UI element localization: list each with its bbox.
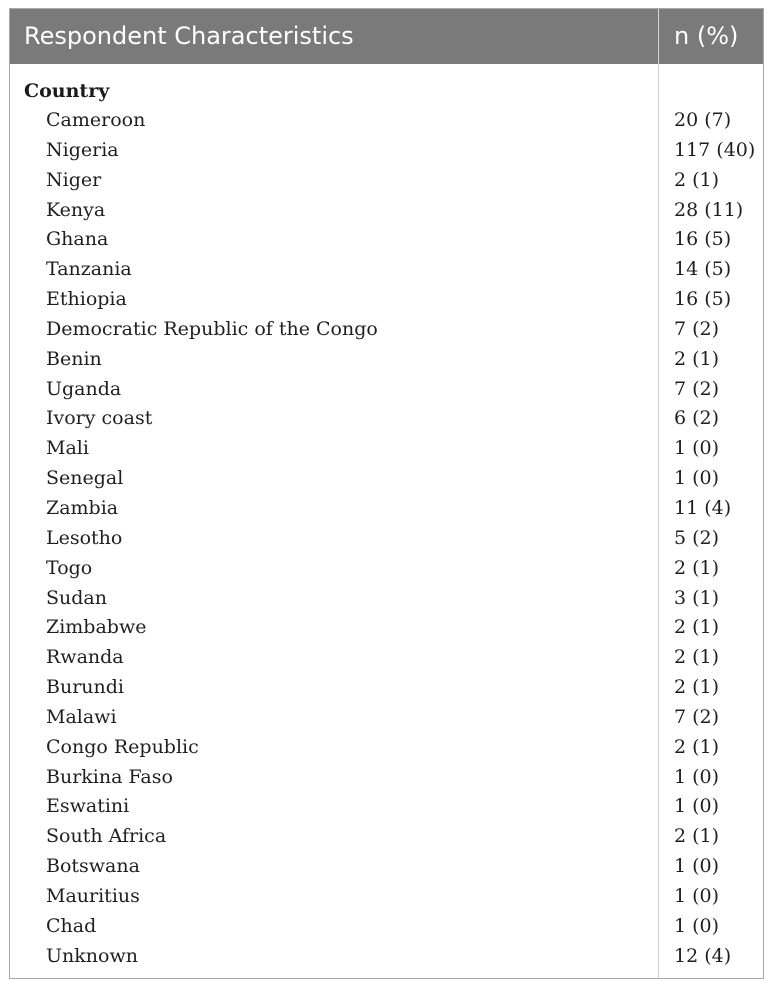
n-percent-cell: 16 (5) xyxy=(674,288,732,311)
country-cell: Senegal xyxy=(46,467,124,490)
n-percent-cell: 1 (0) xyxy=(674,437,720,460)
country-cell: Uganda xyxy=(46,377,122,400)
table-row xyxy=(10,345,763,375)
n-percent-cell: 2 (1) xyxy=(674,735,720,758)
table-row xyxy=(10,404,763,434)
n-percent-cell: 2 (1) xyxy=(674,347,720,370)
n-percent-cell: 28 (11) xyxy=(674,198,744,221)
group-title-country: Country xyxy=(24,80,110,102)
n-percent-cell: 11 (4) xyxy=(674,496,732,519)
table-row xyxy=(10,315,763,345)
table-row xyxy=(10,166,763,196)
n-percent-cell: 2 (1) xyxy=(674,646,720,669)
table-row xyxy=(10,464,763,494)
n-percent-cell: 117 (40) xyxy=(674,138,756,161)
n-percent-cell: 3 (1) xyxy=(674,586,720,609)
country-cell: Mauritius xyxy=(46,884,140,907)
table-row xyxy=(10,225,763,255)
country-cell: Botswana xyxy=(46,855,140,878)
country-cell: Zambia xyxy=(46,496,119,519)
country-cell: Ghana xyxy=(46,228,109,251)
country-cell: Unknown xyxy=(46,944,138,967)
country-cell: Mali xyxy=(46,437,89,460)
table-row xyxy=(10,792,763,822)
header-column-divider xyxy=(658,9,659,64)
country-cell: Kenya xyxy=(46,198,106,221)
country-cell: Rwanda xyxy=(46,646,124,669)
country-cell: Congo Republic xyxy=(46,735,199,758)
n-percent-cell: 2 (1) xyxy=(674,676,720,699)
country-cell: Nigeria xyxy=(46,138,119,161)
table-row xyxy=(10,285,763,315)
n-percent-cell: 7 (2) xyxy=(674,317,720,340)
n-percent-cell: 12 (4) xyxy=(674,944,732,967)
country-cell: Ivory coast xyxy=(46,407,153,430)
country-cell: Zimbabwe xyxy=(46,616,147,639)
table-row xyxy=(10,434,763,464)
country-cell: Democratic Republic of the Congo xyxy=(46,317,378,340)
respondent-table xyxy=(9,8,764,979)
table-row xyxy=(10,733,763,763)
header-n-percent: n (%) xyxy=(674,22,739,50)
table-row xyxy=(10,613,763,643)
n-percent-cell: 7 (2) xyxy=(674,705,720,728)
n-percent-cell: 2 (1) xyxy=(674,616,720,639)
table-row xyxy=(10,822,763,852)
n-percent-cell: 1 (0) xyxy=(674,467,720,490)
country-cell: Burkina Faso xyxy=(46,765,173,788)
n-percent-cell: 7 (2) xyxy=(674,377,720,400)
table-row xyxy=(10,375,763,405)
table-row xyxy=(10,912,763,942)
table-row xyxy=(10,554,763,584)
table-row xyxy=(10,584,763,614)
n-percent-cell: 2 (1) xyxy=(674,168,720,191)
n-percent-cell: 14 (5) xyxy=(674,258,732,281)
n-percent-cell: 5 (2) xyxy=(674,526,720,549)
country-cell: Niger xyxy=(46,168,102,191)
table-row xyxy=(10,882,763,912)
country-cell: Benin xyxy=(46,347,102,370)
country-cell: Ethiopia xyxy=(46,288,127,311)
table-row xyxy=(10,763,763,793)
table-row xyxy=(10,703,763,733)
country-cell: Cameroon xyxy=(46,109,146,131)
header-respondent-characteristics: Respondent Characteristics xyxy=(24,22,354,50)
n-percent-cell: 16 (5) xyxy=(674,228,732,251)
table-header xyxy=(10,9,763,64)
n-percent-cell: 1 (0) xyxy=(674,855,720,878)
country-cell: Malawi xyxy=(46,705,117,728)
n-percent-cell: 20 (7) xyxy=(674,109,732,131)
table-row xyxy=(10,852,763,882)
table-row xyxy=(10,255,763,285)
table-row xyxy=(10,136,763,166)
table-row xyxy=(10,643,763,673)
n-percent-cell: 1 (0) xyxy=(674,765,720,788)
country-cell: Chad xyxy=(46,914,97,937)
n-percent-cell: 2 (1) xyxy=(674,825,720,848)
country-cell: South Africa xyxy=(46,825,167,848)
n-percent-cell: 1 (0) xyxy=(674,914,720,937)
country-cell: Burundi xyxy=(46,676,124,699)
country-cell: Tanzania xyxy=(46,258,132,281)
table-row xyxy=(10,106,763,136)
country-cell: Togo xyxy=(46,556,93,579)
table-row xyxy=(10,196,763,226)
country-cell: Lesotho xyxy=(46,526,123,549)
table-row xyxy=(10,494,763,524)
table-row xyxy=(10,673,763,703)
n-percent-cell: 2 (1) xyxy=(674,556,720,579)
table-row xyxy=(10,524,763,554)
n-percent-cell: 1 (0) xyxy=(674,795,720,818)
n-percent-cell: 1 (0) xyxy=(674,884,720,907)
country-cell: Sudan xyxy=(46,586,107,609)
table-body xyxy=(10,106,763,971)
n-percent-cell: 6 (2) xyxy=(674,407,720,430)
table-row xyxy=(10,942,763,972)
country-cell: Eswatini xyxy=(46,795,130,818)
